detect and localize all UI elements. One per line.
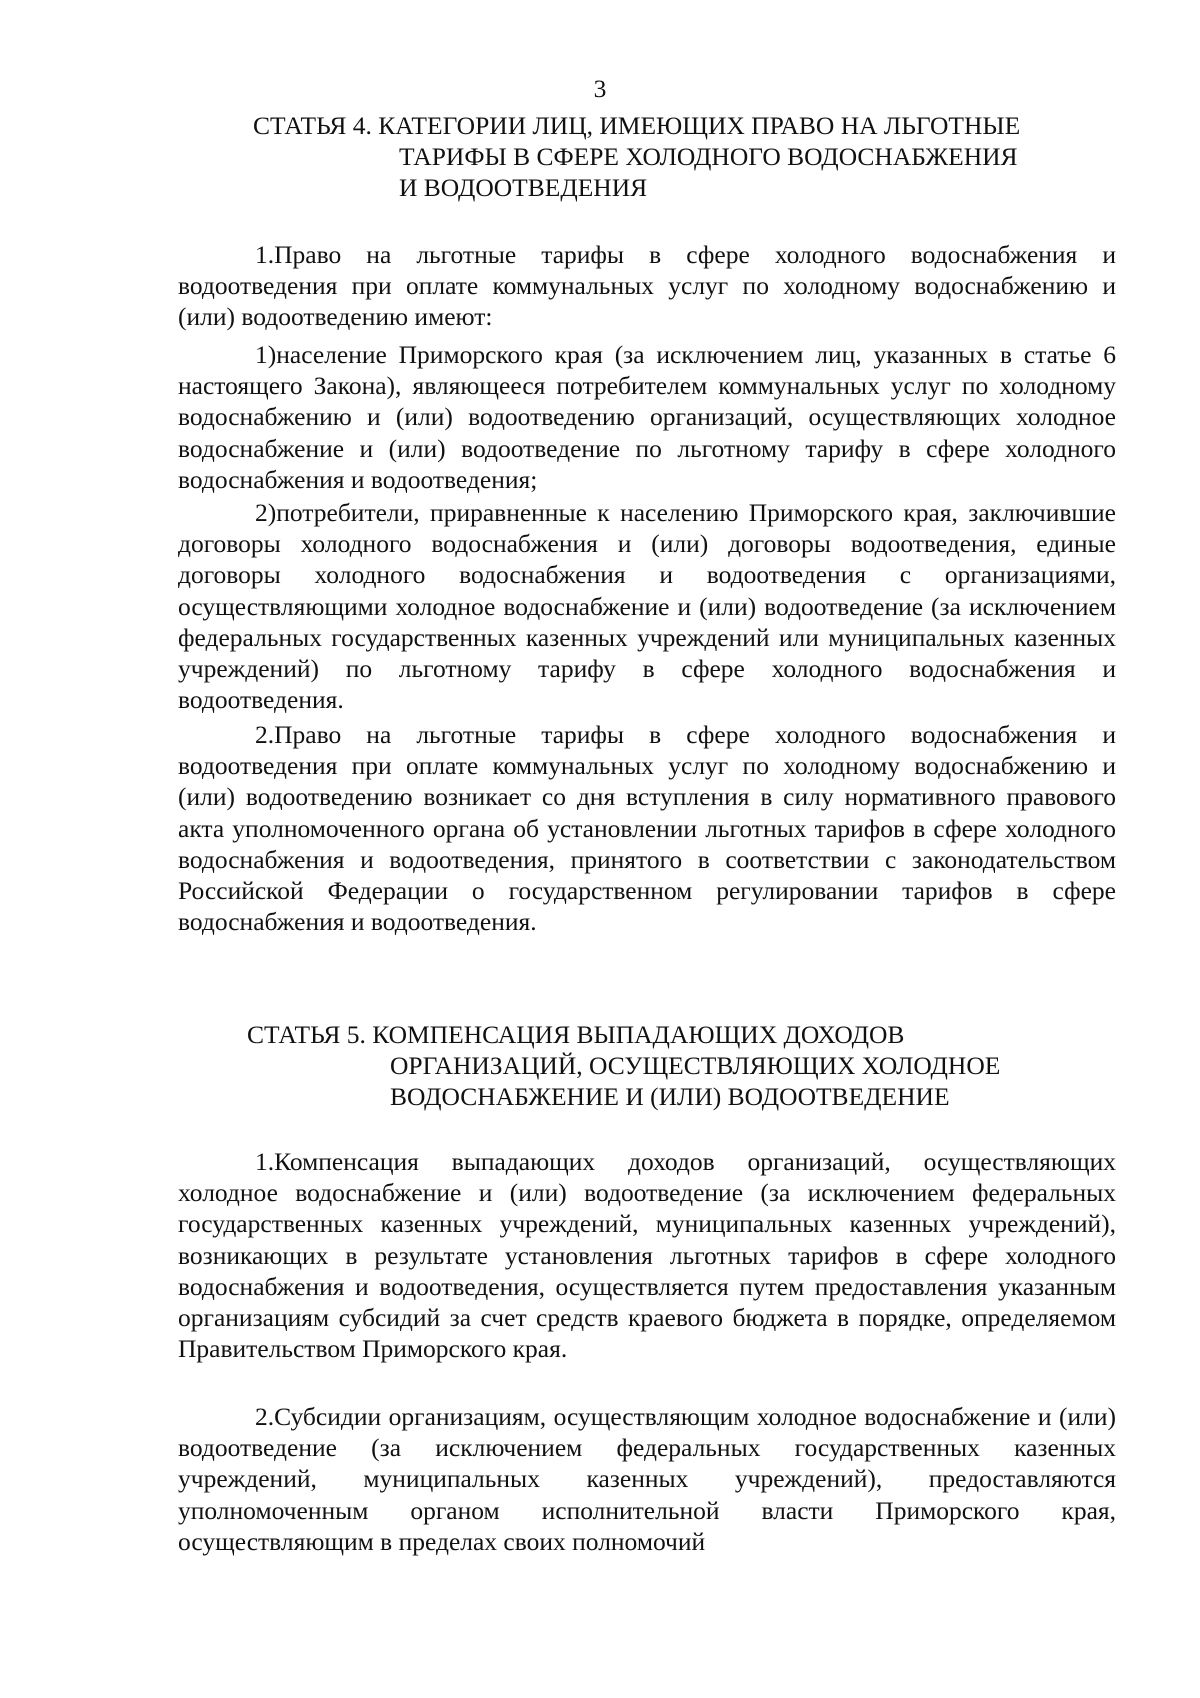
- article-5-heading-line-3: ВОДОСНАБЖЕНИЕ И (ИЛИ) ВОДООТВЕДЕНИЕ: [390, 1082, 950, 1111]
- article-5-paragraph-1: 1.Компенсация выпадающих доходов организаций, осуществляющих холодное водоснабжение и (или) водоотведение (за исключением федеральных государственных казенных учреждений, муниципальных казенных учреждений), возникающих в результате установления льготных тарифов в сфере холодного водоснабжения и водоотведения, осуществляется путем предоставления указанным организациям субсидий за счет средств краевого бюджета в порядке, определяемом Правительством Приморского края.: [178, 1147, 1116, 1364]
- article-4-paragraph-1-item-1: 1)население Приморского края (за исключением лиц, указанных в статье 6 настоящего Закона), являющееся потребителем коммунальных услуг по холодному водоснабжению и (или) водоотведению организаций, осуществляющих холодное водоснабжение и (или) водоотведение по льготному тарифу в сфере холодного водоснабжения и водоотведения;: [178, 340, 1116, 494]
- article-4-heading-line-1: СТАТЬЯ 4. КАТЕГОРИИ ЛИЦ, ИМЕЮЩИХ ПРАВО НА ЛЬГОТНЫЕ: [253, 111, 1021, 140]
- article-4-paragraph-1: 1.Право на льготные тарифы в сфере холодного водоснабжения и водоотведения при оплате коммунальных услуг по холодному водоснабжению и (или) водоотведению имеют:: [178, 240, 1116, 332]
- article-5-heading-line-2: ОРГАНИЗАЦИЙ, ОСУЩЕСТВЛЯЮЩИХ ХОЛОДНОЕ: [390, 1051, 1001, 1080]
- article-4-paragraph-1-item-2: 2)потребители, приравненные к населению Приморского края, заключившие договоры холодного водоснабжения и (или) договоры водоотведения, единые договоры холодного водоснабжения и водоотведения с организациями, осуществляющими холодное водоснабжение и (или) водоотведение (за исключением федеральных государственных казенных учреждений или муниципальных казенных учреждений) по льготному тарифу в сфере холодного водоснабжения и водоотведения.: [178, 498, 1116, 715]
- page-number: 3: [593, 74, 607, 103]
- article-4-paragraph-2: 2.Право на льготные тарифы в сфере холодного водоснабжения и водоотведения при оплате коммунальных услуг по холодному водоснабжению и (или) водоотведению возникает со дня вступления в силу нормативного правового акта уполномоченного органа об установлении льготных тарифов в сфере холодного водоснабжения и водоотведения, принятого в соответствии с законодательством Российской Федерации о государственном регулировании тарифов в сфере водоснабжения и водоотведения.: [178, 720, 1116, 937]
- article-5-heading-line-1: СТАТЬЯ 5. КОМПЕНСАЦИЯ ВЫПАДАЮЩИХ ДОХОДОВ: [247, 1020, 905, 1049]
- article-5-paragraph-2: 2.Субсидии организациям, осуществляющим холодное водоснабжение и (или) водоотведение (за исключением федеральных государственных казенных учреждений, муниципальных казенных учреждений), предоставляются уполномоченным органом исполнительной власти Приморского края, осуществляющим в пределах своих полномочий: [178, 1402, 1116, 1556]
- article-4-heading: [253, 110, 1020, 203]
- article-5-heading: [247, 1019, 1000, 1112]
- article-4-heading-line-3: И ВОДООТВЕДЕНИЯ: [399, 173, 648, 202]
- article-4-heading-line-2: ТАРИФЫ В СФЕРЕ ХОЛОДНОГО ВОДОСНАБЖЕНИЯ: [399, 142, 1018, 171]
